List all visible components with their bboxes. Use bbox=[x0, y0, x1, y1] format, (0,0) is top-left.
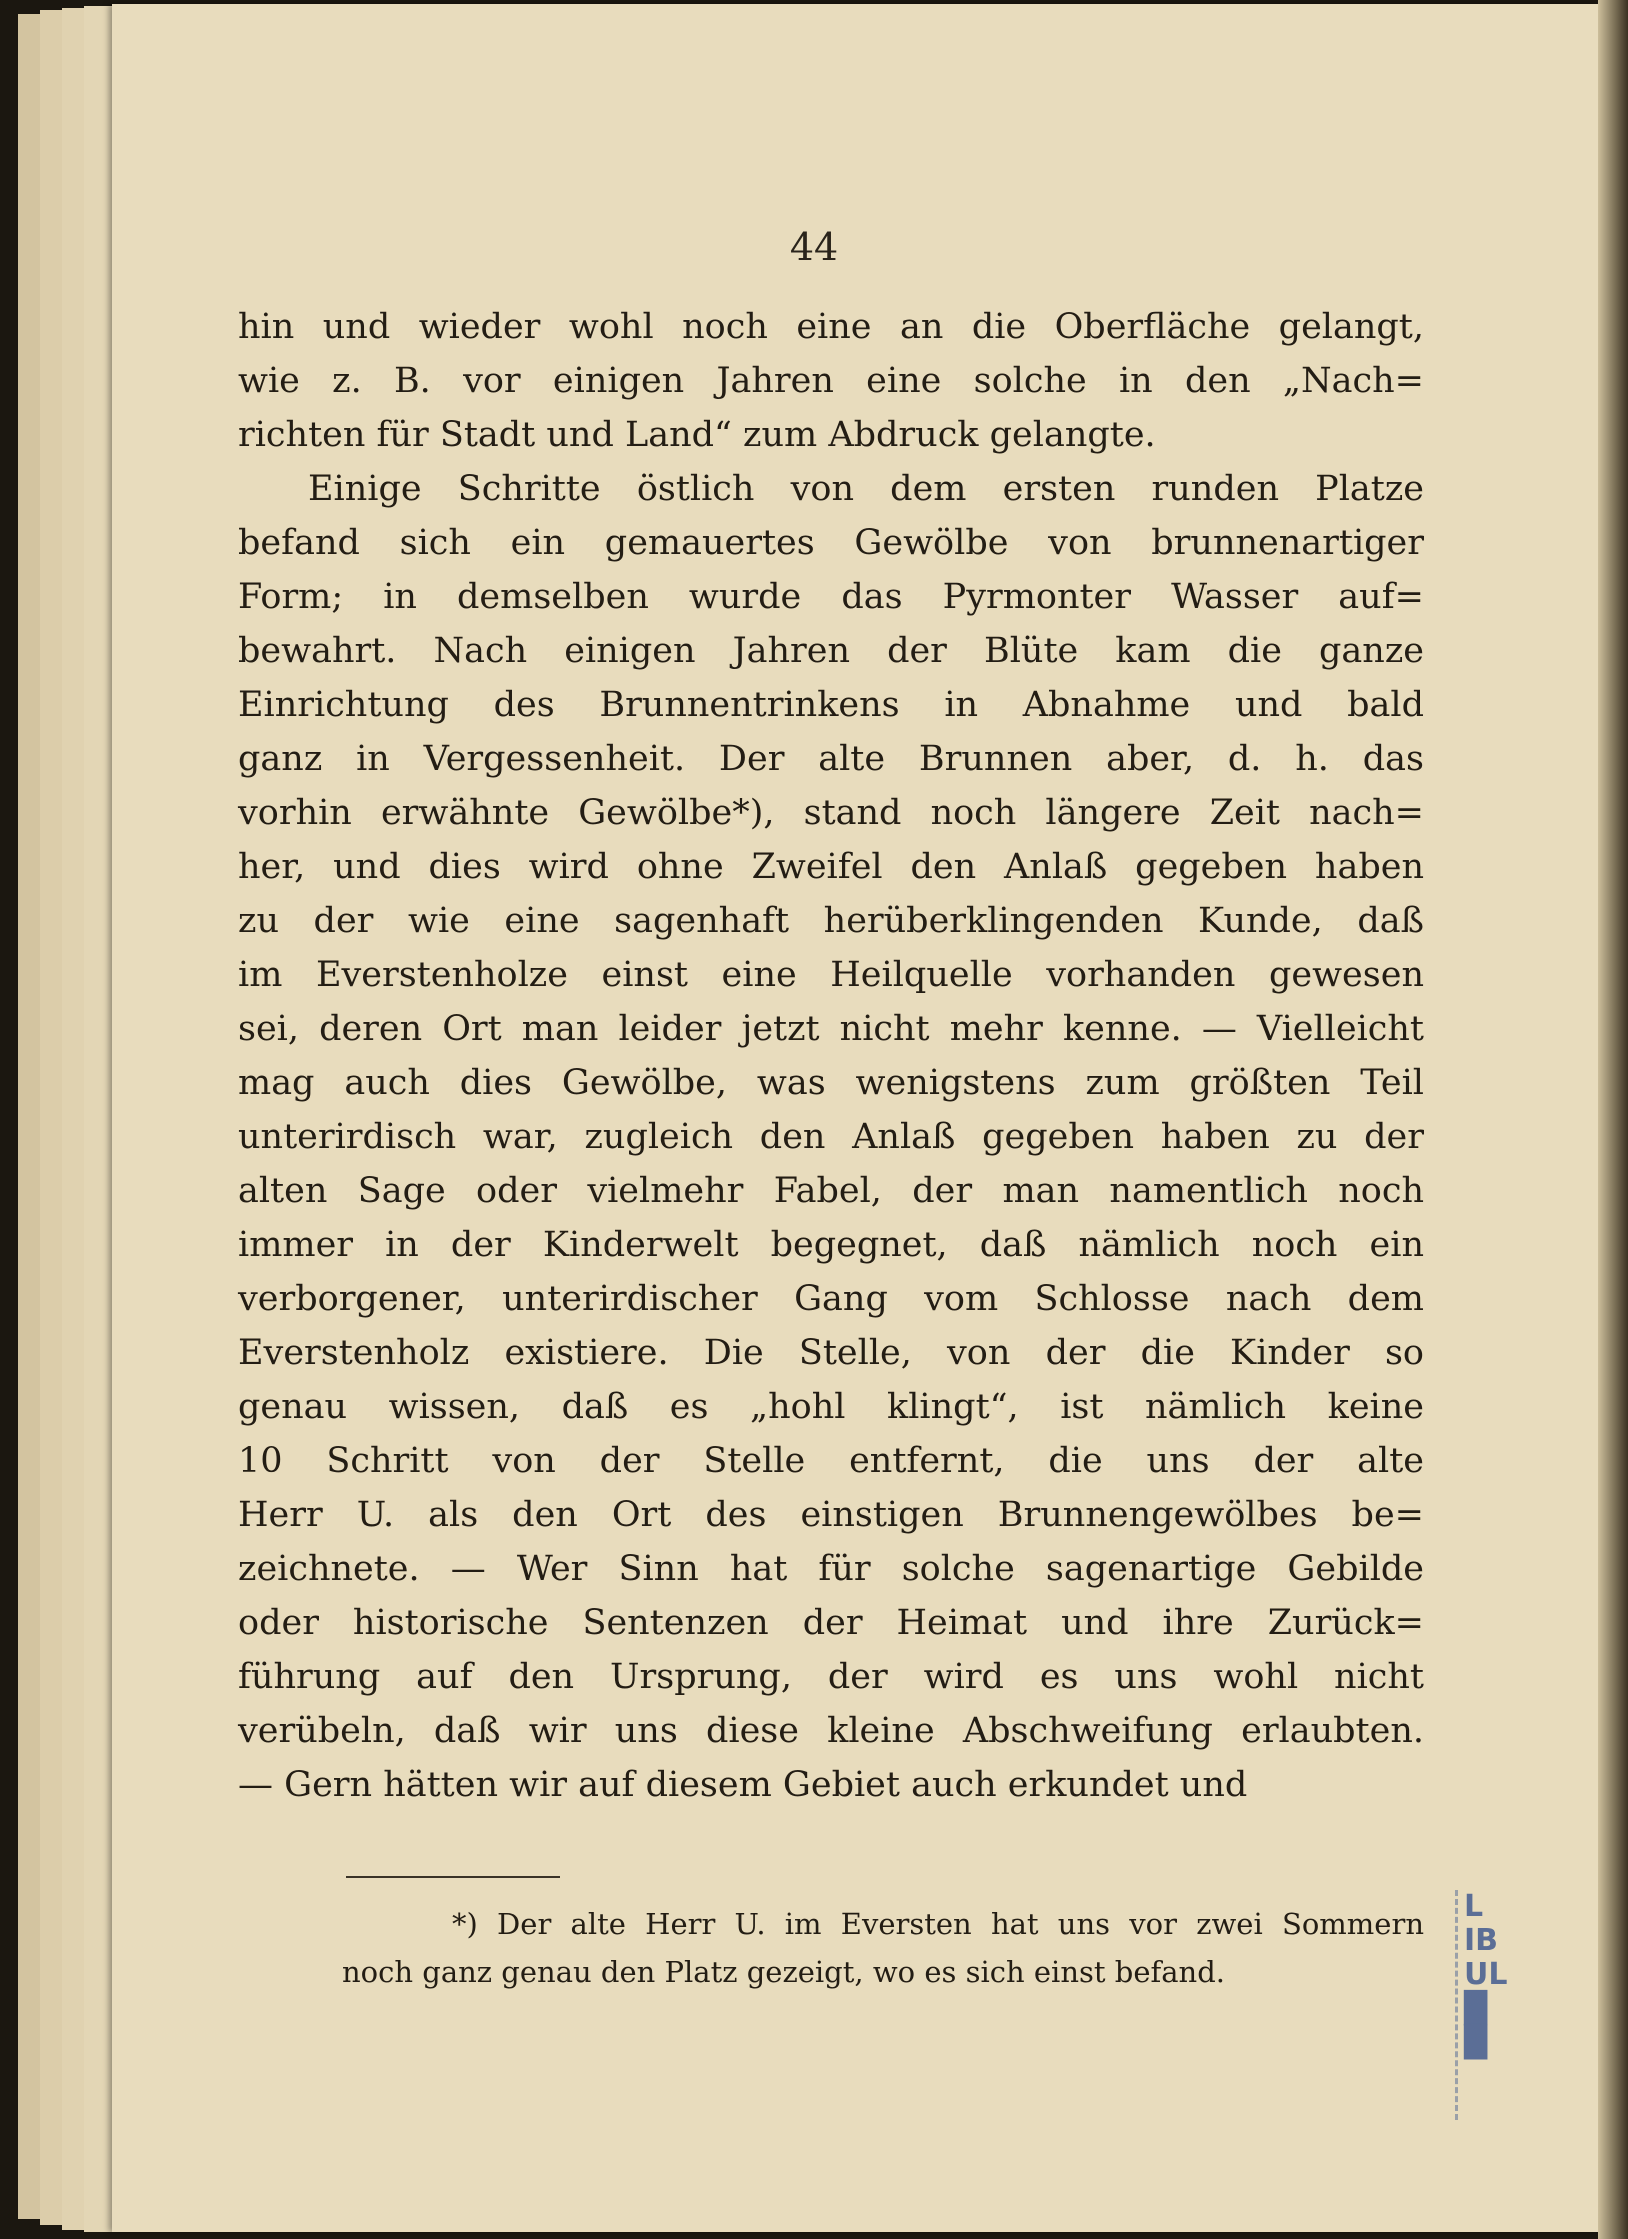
text-line: bewahrt. Nach einigen Jahren der Blüte kam die ganze bbox=[238, 631, 1424, 671]
text-line: zeichnete. — Wer Sinn hat für solche sagenartige Gebilde bbox=[238, 1549, 1424, 1589]
text-line: verübeln, daß wir uns diese kleine Abschweifung erlaubten. bbox=[238, 1711, 1424, 1751]
text-line: immer in der Kinderwelt begegnet, daß nämlich noch ein bbox=[238, 1225, 1424, 1265]
text-line: her, und dies wird ohne Zweifel den Anlaß gegeben haben bbox=[238, 847, 1424, 887]
text-line: hin und wieder wohl noch eine an die Oberfläche gelangt, bbox=[238, 307, 1424, 347]
text-line: 10 Schritt von der Stelle entfernt, die uns der alte bbox=[238, 1441, 1424, 1481]
text-line: unterirdisch war, zugleich den Anlaß gegeben haben zu der bbox=[238, 1117, 1424, 1157]
text-line: vorhin erwähnte Gewölbe*), stand noch längere Zeit nach= bbox=[238, 793, 1424, 833]
text-line: Einige Schritte östlich von dem ersten runden Platze bbox=[308, 469, 1424, 509]
text-line: ganz in Vergessenheit. Der alte Brunnen aber, d. h. das bbox=[238, 739, 1424, 779]
text-line: genau wissen, daß es „hohl klingt“, ist nämlich keine bbox=[238, 1387, 1424, 1427]
text-line: Herr U. als den Ort des einstigen Brunnengewölbes be= bbox=[238, 1495, 1424, 1535]
text-line: alten Sage oder vielmehr Fabel, der man namentlich noch bbox=[238, 1171, 1424, 1211]
text-line: führung auf den Ursprung, der wird es uns wohl nicht bbox=[238, 1657, 1424, 1697]
text-line: mag auch dies Gewölbe, was wenigstens zum größten Teil bbox=[238, 1063, 1424, 1103]
footnote-divider bbox=[346, 1876, 560, 1878]
text-line: befand sich ein gemauertes Gewölbe von brunnenartiger bbox=[238, 523, 1424, 563]
text-line: — Gern hätten wir auf diesem Gebiet auch erkundet und bbox=[238, 1765, 1248, 1805]
page-number: 44 bbox=[789, 225, 839, 269]
text-line: sei, deren Ort man leider jetzt nicht mehr kenne. — Vielleicht bbox=[238, 1009, 1424, 1049]
text-line: Form; in demselben wurde das Pyrmonter Wasser auf= bbox=[238, 577, 1424, 617]
text-line: richten für Stadt und Land“ zum Abdruck gelangte. bbox=[238, 415, 1156, 455]
text-line: Einrichtung des Brunnentrinkens in Abnahme und bald bbox=[238, 685, 1424, 725]
text-line: oder historische Sentenzen der Heimat und ihre Zurück= bbox=[238, 1603, 1424, 1643]
library-stamp: L IB UL █ █ bbox=[1455, 1890, 1603, 2120]
text-line: Everstenholz existiere. Die Stelle, von der die Kinder so bbox=[238, 1333, 1424, 1373]
footnote-line: *) Der alte Herr U. im Eversten hat uns vor zwei Sommern bbox=[452, 1907, 1424, 1941]
text-line: zu der wie eine sagenhaft herüberklingenden Kunde, daß bbox=[238, 901, 1424, 941]
text-line: wie z. B. vor einigen Jahren eine solche in den „Nach= bbox=[238, 361, 1424, 401]
text-line: im Everstenholze einst eine Heilquelle vorhanden gewesen bbox=[238, 955, 1424, 995]
footnotes bbox=[342, 1900, 1424, 1996]
footnote-line: noch ganz genau den Platz gezeigt, wo es sich einst befand. bbox=[342, 1955, 1225, 1989]
text-line: verborgener, unterirdischer Gang vom Schlosse nach dem bbox=[238, 1279, 1424, 1319]
body-text bbox=[238, 300, 1424, 1812]
